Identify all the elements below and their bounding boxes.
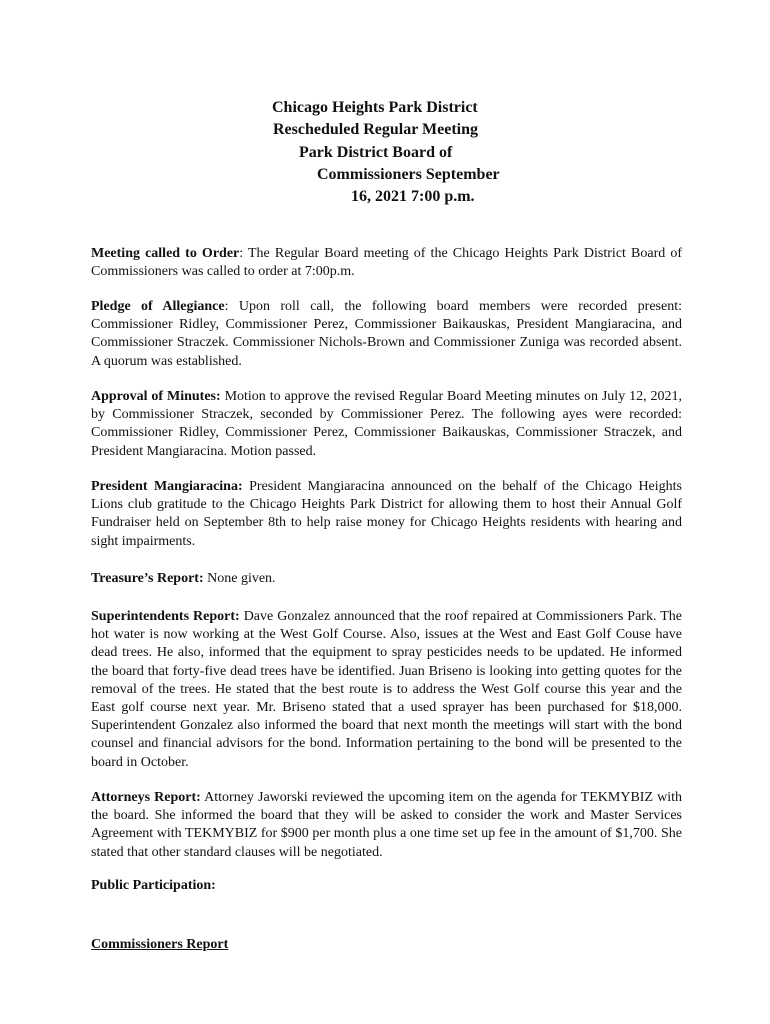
section-heading: Meeting called to Order (91, 246, 240, 261)
section-body: Dave Gonzalez announced that the roof repaired at Commissioners Park. The hot water is now working at the West Golf Course. Also, issues at the West and East Golf Couse have dead trees. He also, informed that the equipment to spray pesticides needs to be updated. He informed the board that forty-five dead trees have be identified. Juan Briseno is looking into getting quotes for the removal of the trees. He stated that the best route is to address the West Golf course this year and the East golf course next year. Mr. Briseno stated that a used sprayer has been purchased for $18,000. Superintendent Gonzalez also informed the board that next month the meetings will start with the bond counsel and financial advisors for the bond. Information pertaining to the bond will be presented to the board in October. (91, 609, 682, 770)
section-treasurer-report (91, 570, 682, 588)
section-call-to-order (91, 245, 682, 281)
district-title: Chicago Heights Park District (272, 99, 478, 116)
meeting-date-time: 16, 2021 7:00 p.m. (351, 188, 475, 205)
section-pledge (91, 298, 682, 371)
section-public-participation (91, 877, 682, 895)
section-attorney-report (91, 789, 682, 862)
section-superintendent-report (91, 608, 682, 772)
board-date-title-line: Commissioners September (317, 166, 500, 183)
section-heading: Attorneys Report: (91, 790, 201, 805)
section-heading: Pledge of Allegiance (91, 299, 225, 314)
section-body: Motion to approve the revised Regular Board Meeting minutes on July 12, 2021, by Commissioner Straczek, seconded by Commissioner Perez. The following ayes were recorded: Commissioner Ridley, Commissioner Perez, Commissioner Baikauskas, Commissioner Straczek, and President Mangiaracina. Motion passed. (91, 389, 683, 459)
section-president (91, 478, 682, 551)
section-body: President Mangiaracina announced on the behalf of the Chicago Heights Lions club gratitude to the Chicago Heights Park District for allowing them to host their Annual Golf Fundraiser held on September 8th to help raise money for Chicago Heights residents with hearing and sight impairments. (91, 479, 683, 549)
section-heading: Treasure’s Report: (91, 571, 204, 586)
section-body: Attorney Jaworski reviewed the upcoming item on the agenda for TEKMYBIZ with the board. She informed the board that they will be asked to consider the work and Master Services Agreement with TEKMYBIZ for $900 per month plus a one time set up fee in the amount of $1,700. She stated that other standard clauses will be negotiated. (91, 790, 682, 860)
section-heading: Public Participation: (91, 878, 216, 893)
meeting-type-title: Rescheduled Regular Meeting (273, 121, 479, 138)
section-heading: Superintendents Report: (91, 609, 240, 624)
section-commissioners-report (91, 936, 682, 954)
board-title-line: Park District Board of (299, 144, 453, 161)
section-body: None given. (203, 571, 276, 586)
section-heading: President Mangiaracina: (91, 479, 243, 494)
section-approval-of-minutes (91, 388, 682, 461)
section-heading: Approval of Minutes: (91, 389, 221, 404)
section-body: : The Regular Board meeting of the Chicago Heights Park District Board of Commissioners was called to order at 7:00p.m. (91, 246, 682, 280)
section-heading: Commissioners Report (91, 937, 229, 952)
section-body: : Upon roll call, the following board members were recorded present: Commissioner Ridley, Commissioner Perez, Commissioner Baikauskas, President Mangiaracina, and Commissioner Straczek. Commissioner Nichols-Brown and Commissioner Zuniga was recorded absent. A quorum was established. (91, 299, 682, 369)
